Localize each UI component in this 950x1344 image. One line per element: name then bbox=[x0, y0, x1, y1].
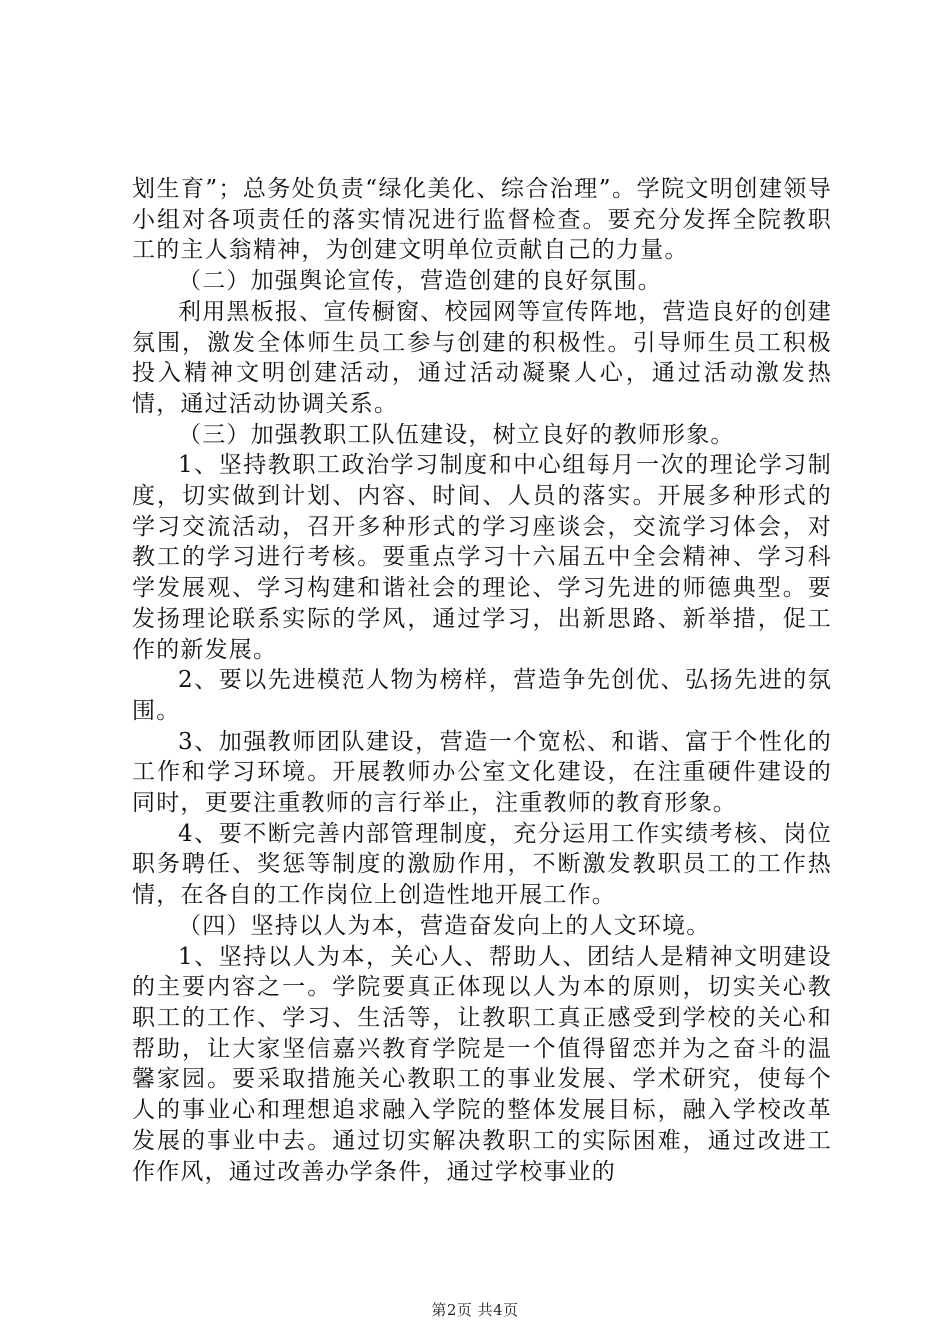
paragraph-continuation: 划生育”；总务处负责“绿化美化、综合治理”。学院文明创建领导小组对各项责任的落实情况进行监督检查。要充分发挥全院教职工的主人翁精神，为创建文明单位贡献自己的力量。 bbox=[132, 176, 832, 264]
paragraph-publicity: 利用黑板报、宣传橱窗、校园网等宣传阵地，营造良好的创建氛围，激发全体师生员工参与创建的积极性。引导师生员工积极投入精神文明创建活动，通过活动凝聚人心，通过活动激发热情，通过活动协调关系。 bbox=[132, 298, 832, 417]
section-heading-2: （二）加强舆论宣传，营造创建的良好氛围。 bbox=[178, 268, 662, 295]
page-number-footer: 第2页 共4页 bbox=[431, 1301, 519, 1319]
paragraph-item-2: 2、要以先进模范人物为榜样，营造争先创优、弘扬先进的氛围。 bbox=[132, 667, 832, 724]
section-heading-3: （三）加强教职工队伍建设，树立良好的教师形象。 bbox=[178, 421, 735, 448]
paragraph-item-4: 4、要不断完善内部管理制度，充分运用工作实绩考核、岗位职务聘任、奖惩等制度的激励作用，不断激发教职员工的工作热情，在各自的工作岗位上创造性地开展工作。 bbox=[132, 820, 832, 909]
paragraph-people-first: 1、坚持以人为本，关心人、帮助人、团结人是精神文明建设的主要内容之一。学院要真正体现以人为本的原则，切实关心教职工的工作、学习、生活等，让教职工真正感受到学校的关心和帮助，让大家坚信嘉兴教育学院是一个值得留恋并为之奋斗的温馨家园。要采取措施关心教职工的事业发展、学术研究，使每个人的事业心和理想追求融入学院的整体发展目标，融入学校改革发展的事业中去。通过切实解决教职工的实际困难，通过改进工作作风，通过改善办学条件，通过学校事业的 bbox=[132, 943, 832, 1185]
paragraph-item-3: 3、加强教师团队建设，营造一个宽松、和谐、富于个性化的工作和学习环境。开展教师办公室文化建设，在注重硬件建设的同时，更要注重教师的言行举止，注重教师的教育形象。 bbox=[132, 728, 832, 817]
paragraph-item-1: 1、坚持教职工政治学习制度和中心组每月一次的理论学习制度，切实做到计划、内容、时间、人员的落实。开展多种形式的学习交流活动，召开多种形式的学习座谈会，交流学习体会，对教工的学习进行考核。要重点学习十六届五中全会精神、学习科学发展观、学习构建和谐社会的理论、学习先进的师德典型。要发扬理论联系实际的学风，通过学习，出新思路、新举措，促工作的新发展。 bbox=[132, 452, 832, 663]
section-heading-4: （四）坚持以人为本，营造奋发向上的人文环境。 bbox=[178, 912, 711, 939]
document-body bbox=[132, 174, 832, 1187]
